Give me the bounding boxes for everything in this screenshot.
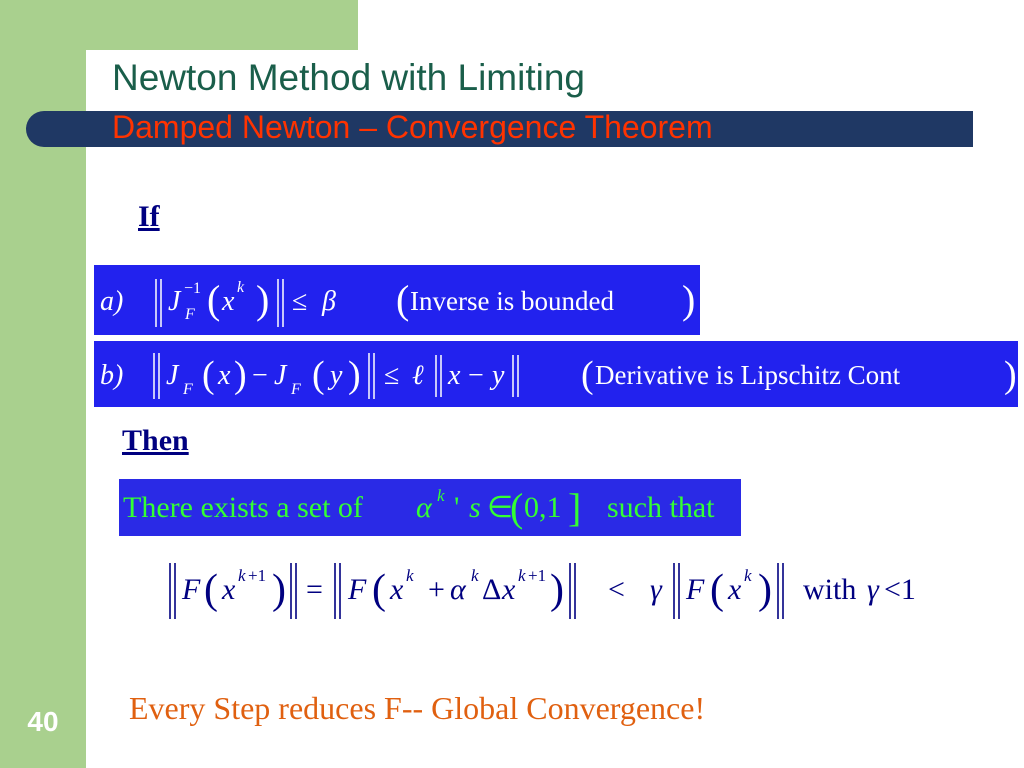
svg-text:γ: γ (867, 573, 879, 606)
svg-text:F: F (348, 573, 367, 606)
slide-number: 40 (27, 706, 59, 737)
existence-statement (119, 479, 741, 536)
svg-text:F: F (686, 573, 705, 606)
svg-text:β: β (322, 286, 336, 317)
svg-text:): ) (234, 354, 247, 396)
top-decorative-band (86, 0, 358, 50)
svg-text:x: x (222, 286, 235, 317)
svg-text:−: − (468, 360, 484, 391)
svg-text:(: ( (202, 354, 215, 396)
svg-text:α: α (450, 573, 466, 606)
with-text: with (803, 573, 857, 606)
svg-text:≤: ≤ (384, 360, 400, 391)
condition-b-box (94, 341, 1018, 407)
svg-text:F: F (185, 306, 195, 323)
conclusion-text: Every Step reduces F-- Global Convergence! (129, 690, 706, 726)
svg-text:k: k (437, 486, 445, 505)
svg-text:x: x (728, 573, 742, 606)
svg-text:F: F (183, 381, 193, 398)
existence-statement-box (119, 479, 741, 536)
condition-a-box (94, 265, 700, 335)
svg-text:(: ( (396, 277, 410, 322)
svg-text:(: ( (372, 567, 386, 613)
svg-text:y: y (330, 360, 343, 391)
svg-text:): ) (682, 277, 696, 322)
svg-text:ℓ: ℓ (412, 360, 424, 391)
svg-text:s: s (469, 491, 481, 524)
slide-subtitle: Damped Newton – Convergence Theorem (112, 109, 713, 145)
svg-text:Δ: Δ (482, 573, 502, 606)
svg-text:): ) (550, 567, 564, 613)
less-than-one: <1 (884, 573, 916, 606)
svg-text:+1: +1 (528, 566, 547, 585)
svg-text:): ) (272, 567, 286, 613)
descent-inequality (160, 553, 950, 625)
svg-text:y: y (492, 360, 505, 391)
svg-text:]: ] (568, 485, 582, 530)
svg-text:J: J (274, 360, 287, 391)
svg-text:(: ( (204, 567, 218, 613)
condition-a-prefix: a) (100, 286, 124, 317)
svg-text:k: k (471, 566, 479, 585)
svg-text:(: ( (581, 354, 594, 396)
svg-text:J: J (168, 286, 181, 317)
svg-text:(: ( (710, 567, 724, 613)
svg-text:x: x (448, 360, 461, 391)
svg-text:x: x (222, 573, 236, 606)
then-heading: Then (122, 424, 189, 457)
svg-text:k: k (518, 566, 526, 585)
if-heading: If (138, 200, 160, 233)
svg-text:∈: ∈ (487, 491, 514, 524)
svg-text:k: k (237, 279, 245, 296)
svg-text:x: x (390, 573, 404, 606)
svg-text:k: k (238, 566, 246, 585)
svg-text:(: ( (207, 277, 221, 322)
svg-text:=: = (306, 573, 323, 606)
svg-text:(: ( (510, 485, 524, 530)
svg-text:): ) (256, 277, 270, 322)
svg-text:): ) (1004, 354, 1017, 396)
condition-b-formula (94, 341, 1018, 407)
svg-text:+: + (428, 573, 445, 606)
svg-text:γ: γ (650, 573, 662, 606)
svg-text:): ) (758, 567, 772, 613)
svg-text:<: < (608, 573, 625, 606)
svg-text:k: k (406, 566, 414, 585)
svg-text:≤: ≤ (292, 286, 308, 317)
svg-text:J: J (166, 360, 179, 391)
condition-b-prefix: b) (100, 360, 124, 391)
slide-title: Newton Method with Limiting (112, 57, 585, 98)
svg-text:x: x (502, 573, 516, 606)
such-that-text: such that (607, 491, 715, 524)
svg-text:(: ( (312, 354, 325, 396)
condition-b-note: Derivative is Lipschitz Cont (595, 360, 901, 390)
svg-text:): ) (348, 354, 361, 396)
svg-text:x: x (218, 360, 231, 391)
svg-text:−: − (252, 360, 268, 391)
svg-text:': ' (454, 491, 460, 524)
svg-text:0,1: 0,1 (524, 491, 562, 524)
condition-a-note: Inverse is bounded (410, 286, 614, 316)
condition-a-formula (94, 265, 700, 335)
svg-text:+1: +1 (248, 566, 267, 585)
svg-text:F: F (291, 381, 301, 398)
svg-text:α: α (416, 491, 432, 524)
svg-text:F: F (182, 573, 201, 606)
svg-text:k: k (744, 566, 752, 585)
exists-text: There exists a set of (123, 491, 363, 524)
svg-text:−1: −1 (184, 280, 202, 297)
